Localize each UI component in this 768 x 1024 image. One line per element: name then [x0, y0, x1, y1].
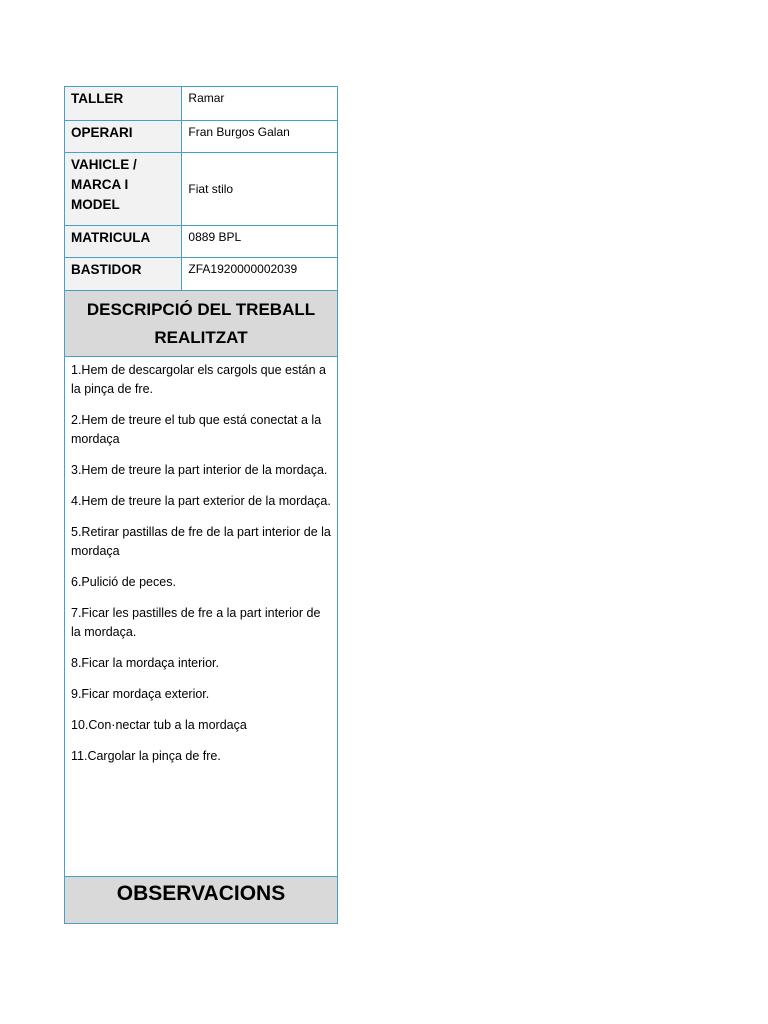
- step-item: 7.Ficar les pastilles de fre a la part interior de la mordaça.: [71, 606, 321, 639]
- step-item: 11.Cargolar la pinça de fre.: [71, 749, 221, 763]
- observations-title: OBSERVACIONS: [65, 877, 338, 924]
- field-row-matricula: [65, 226, 338, 258]
- step-item: 9.Ficar mordaça exterior.: [71, 687, 210, 701]
- field-row-operari: [65, 121, 338, 153]
- field-label-operari: OPERARI: [65, 121, 182, 153]
- field-label-bastidor: BASTIDOR: [65, 258, 182, 291]
- step-item: 6.Pulició de peces.: [71, 575, 176, 589]
- description-header-row: [65, 291, 338, 357]
- field-label-matricula: MATRICULA: [65, 226, 182, 258]
- step-item: 8.Ficar la mordaça interior.: [71, 656, 219, 670]
- work-report-table: [64, 86, 338, 924]
- description-steps-row: [65, 357, 338, 877]
- field-value-operari: Fran Burgos Galan: [182, 121, 338, 153]
- field-value-vehicle: Fiat stilo: [182, 153, 338, 226]
- step-item: 10.Con·nectar tub a la mordaça: [71, 718, 247, 732]
- field-value-taller: Ramar: [182, 87, 338, 121]
- step-item: 5.Retirar pastillas de fre de la part interior de la mordaça: [71, 525, 331, 558]
- field-row-vehicle: [65, 153, 338, 226]
- step-item: 1.Hem de descargolar els cargols que están a la pinça de fre.: [71, 363, 327, 396]
- step-item: 4.Hem de treure la part exterior de la mordaça.: [71, 494, 331, 508]
- observations-header-row: [65, 877, 338, 924]
- field-row-bastidor: [65, 258, 338, 291]
- field-row-taller: [65, 87, 338, 121]
- field-label-taller: TALLER: [65, 87, 182, 121]
- field-value-bastidor: ZFA1920000002039: [182, 258, 338, 291]
- field-label-vehicle: VAHICLE / MARCA I MODEL: [65, 153, 182, 226]
- description-steps: [65, 357, 338, 877]
- step-item: 3.Hem de treure la part interior de la mordaça.: [71, 463, 328, 477]
- field-value-matricula: 0889 BPL: [182, 226, 338, 258]
- step-item: 2.Hem de treure el tub que está conectat a la mordaça: [71, 413, 322, 446]
- description-title: DESCRIPCIÓ DEL TREBALL REALITZAT: [65, 291, 338, 357]
